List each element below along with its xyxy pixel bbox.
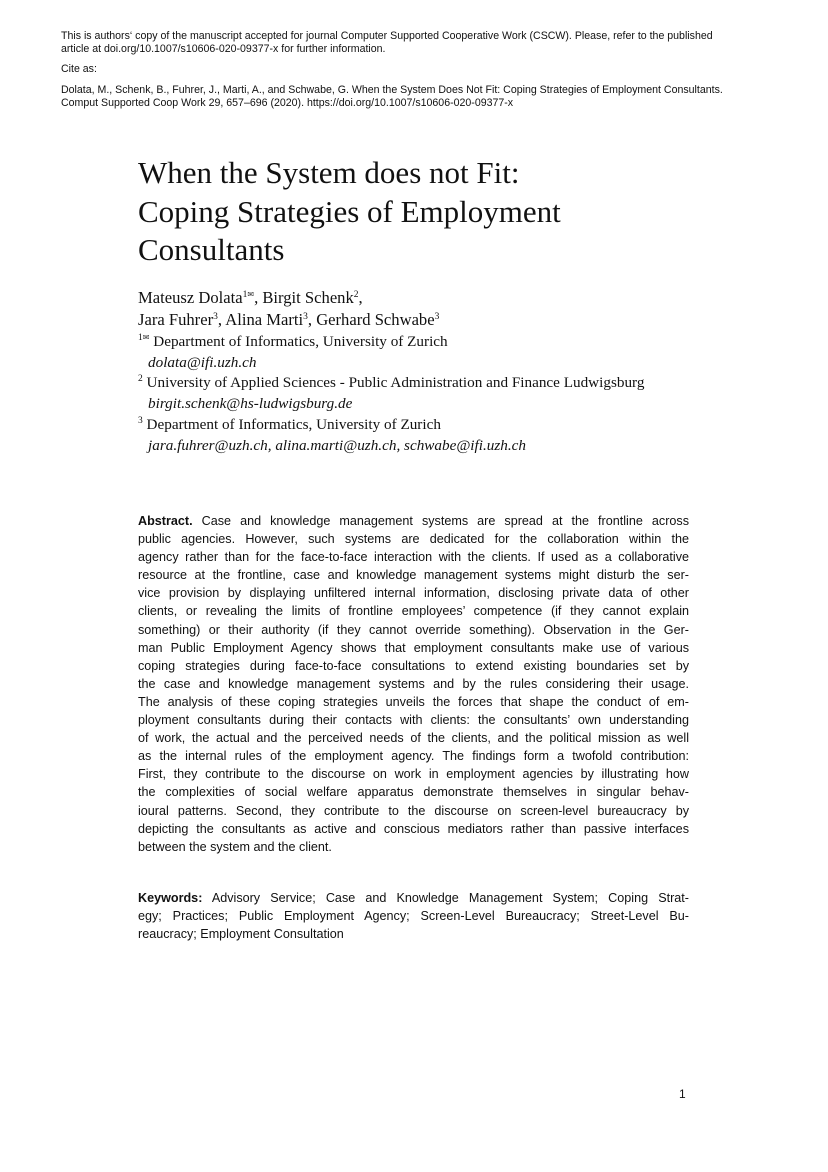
keywords <box>138 889 689 943</box>
abstract-line: coping strategies during face-to-face consultations to extend existing boundaries set by <box>138 658 689 673</box>
keywords-line: egy; Practices; Public Employment Agency; Screen-Level Bureaucracy; Street-Level Bu- <box>138 909 689 924</box>
abstract-line: of work, the actual and the perceived needs of the clients, and the political mission as well <box>138 731 689 746</box>
citation-line: Dolata, M., Schenk, B., Fuhrer, J., Marti, A., and Schwabe, G. When the System Does Not Fit: Coping Strategies of Employment Consultants. <box>61 84 723 96</box>
abstract-line: clients, or revealing the limits of frontline employees’ competence (if they cannot explain <box>138 604 689 619</box>
author-separator: , <box>217 310 226 329</box>
abstract-line: man Public Employment Agency shows that employment consultants make use of various <box>138 640 689 655</box>
abstract-line: the complexities of social welfare apparatus demonstrate themselves in singular behav- <box>138 785 689 800</box>
note-line: This is authors‘ copy of the manuscript accepted for journal Computer Supported Cooperative Work (CSCW). Please, refer to the published <box>61 30 713 42</box>
abstract-line: The analysis of these coping strategies unveils the forces that shape the conduct of em- <box>138 694 689 709</box>
author-name: Mateusz Dolata <box>138 288 243 307</box>
paper-title <box>138 154 698 270</box>
keywords-label: Keywords: <box>138 891 203 905</box>
keywords-line: reaucracy; Employment Consultation <box>138 927 344 942</box>
keywords-line <box>138 889 689 907</box>
title-line: Consultants <box>138 232 285 267</box>
author-ref: 1 <box>242 290 248 300</box>
title-line: Coping Strategies of Employment <box>138 193 561 229</box>
affiliation-name: Department of Informatics, University of Zurich <box>153 333 448 350</box>
author-name: Alina Marti <box>225 310 304 329</box>
abstract-line: ioural patterns. Second, they contribute to the discourse on screen-level bureaucracy by <box>138 803 689 818</box>
author-ref: 3 <box>303 312 308 322</box>
abstract-line: between the system and the client. <box>138 839 332 854</box>
affiliation-list <box>138 332 718 456</box>
citation-line: Comput Supported Coop Work 29, 657–696 (2020). https://doi.org/10.1007/s10606-020-09377-x <box>61 96 514 109</box>
note-line: article at doi.org/10.1007/s10606-020-09377-x for further information. <box>61 42 386 55</box>
abstract-line: resource at the frontline, case and knowledge management systems might disturb the ser- <box>138 568 689 583</box>
abstract-line: vice provision by displaying unfiltered internal information, disclosing private data of other <box>138 586 689 601</box>
abstract-line: First, they contribute to the discourse on work in employment agencies by illustrating how <box>138 767 689 782</box>
affiliation-mark: 1 <box>138 333 143 343</box>
affiliation-email[interactable]: dolata@ifi.uzh.ch <box>148 353 257 371</box>
envelope-icon: ✉ <box>142 333 150 342</box>
abstract <box>138 512 689 856</box>
abstract-line: public agencies. However, such systems are dedicated for the collaboration within the <box>138 532 689 547</box>
abstract-line: ployment consultants during their contacts with clients: the consultants’ own understanding <box>138 713 689 728</box>
abstract-line: something) or their authority (if they cannot override something). Observation in the Ger- <box>138 622 689 637</box>
affiliation-mark: 3 <box>138 415 143 426</box>
author-name: Birgit Schenk <box>262 288 354 307</box>
abstract-line: depicting the consultants as active and conscious mediators rather than passive interfaces <box>138 821 689 836</box>
author-ref: 3 <box>434 312 440 322</box>
envelope-icon: ✉ <box>247 290 255 299</box>
affiliation-name: Department of Informatics, University of Zurich <box>146 415 441 433</box>
author-separator: , <box>307 310 317 329</box>
affiliation-email[interactable]: jara.fuhrer@uzh.ch, alina.marti@uzh.ch, schwabe@ifi.uzh.ch <box>148 436 526 454</box>
author-line <box>138 309 698 331</box>
affiliation <box>138 415 718 436</box>
affiliation <box>138 332 718 353</box>
manuscript-note <box>61 30 771 55</box>
affiliation <box>138 373 718 394</box>
citation <box>61 84 771 109</box>
abstract-line <box>138 512 689 530</box>
author-ref: 3 <box>213 312 218 322</box>
author-list <box>138 287 698 331</box>
author-separator: , <box>254 288 263 307</box>
cite-as-label: Cite as: <box>61 63 97 75</box>
page-number: 1 <box>679 1087 686 1101</box>
affiliation-mark: 2 <box>138 374 143 385</box>
author-ref: 2 <box>353 290 359 300</box>
keywords-text: Advisory Service; Case and Knowledge Management System; Coping Strat- <box>202 891 689 905</box>
affiliation-name: University of Applied Sciences - Public Administration and Finance Ludwigsburg <box>146 374 645 392</box>
affiliation-email[interactable]: birgit.schenk@hs-ludwigsburg.de <box>148 395 353 413</box>
abstract-line: agency rather than for the face-to-face interaction with the clients. If used as a collaborative <box>138 550 689 565</box>
abstract-text: Case and knowledge management systems are spread at the frontline across <box>192 514 689 528</box>
title-line: When the System does not Fit: <box>138 155 520 190</box>
abstract-label: Abstract. <box>138 514 193 528</box>
author-separator: , <box>358 288 363 307</box>
abstract-line: the case and knowledge management systems and by the rules considering their usage. <box>138 676 689 691</box>
abstract-line: as the internal rules of the employment agency. The findings form a twofold contribution: <box>138 749 689 764</box>
author-name: Jara Fuhrer <box>138 310 214 329</box>
author-line <box>138 287 698 309</box>
author-name: Gerhard Schwabe <box>316 310 435 329</box>
